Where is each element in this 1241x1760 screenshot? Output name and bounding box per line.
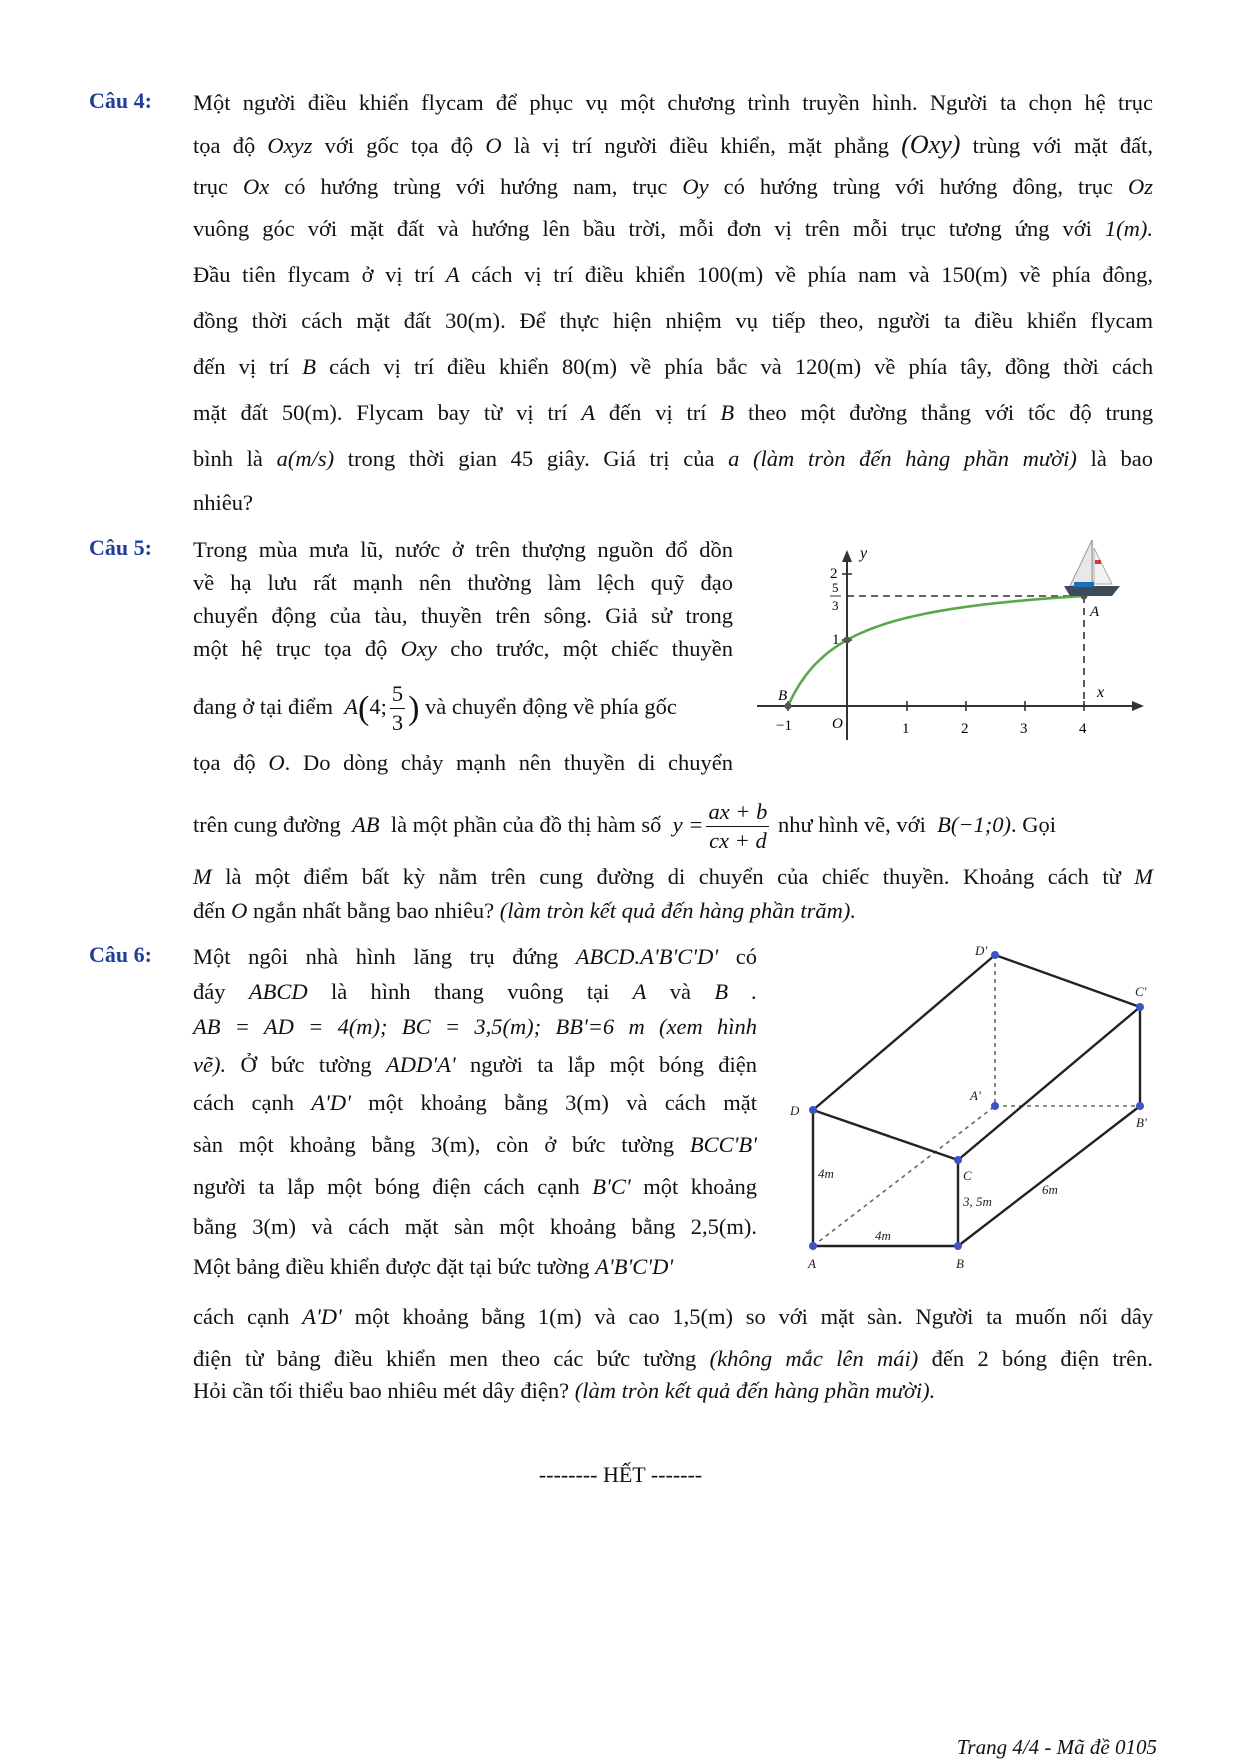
label-c: C xyxy=(963,1168,972,1183)
question-6-label: Câu 6: xyxy=(89,942,152,967)
sailboat-icon xyxy=(1064,540,1120,596)
q4-line-6: đồng thời cách mặt đất 30(m). Để thực hiện nhiệm vụ tiếp theo, người ta điều khiển flycam xyxy=(193,308,1153,333)
y-tick-frac-den: 3 xyxy=(832,598,839,613)
label-d-prime: D' xyxy=(975,943,988,958)
label-a-prime: A' xyxy=(970,1088,981,1103)
label-a: A xyxy=(808,1256,816,1271)
q4-line-2: tọa độ Oxyz với gốc tọa độ O là vị trí người điều khiển, mặt phẳng (Oxy) trùng với mặt đất, xyxy=(193,130,1154,159)
label-b-prime: B' xyxy=(1136,1115,1147,1130)
x-tick-1: 1 xyxy=(902,721,910,737)
q6-line-10: cách cạnh A'D' một khoảng bằng 1(m) và cao 1,5(m) so với mặt sàn. Người ta muốn nối dây xyxy=(193,1304,1154,1329)
origin-label: O xyxy=(832,716,843,732)
q6-line-5: cách cạnh A'D' một khoảng bằng 3(m) và cách mặt xyxy=(193,1090,758,1115)
page-footer: Trang 4/4 - Mã đề 0105 xyxy=(956,1735,1157,1759)
y-tick-frac-num: 5 xyxy=(832,580,839,595)
y-axis-arrow-icon xyxy=(842,550,852,562)
q4-line-9: bình là a(m/s) trong thời gian 45 giây. Giá trị của a (làm tròn đến hàng phần mười) là bao xyxy=(193,446,1153,471)
x-axis-arrow-icon xyxy=(1132,701,1144,711)
dim-bb-prime: 6m xyxy=(1042,1182,1058,1197)
q5-line-6: tọa độ O. Do dòng chảy mạnh nên thuyền di chuyển xyxy=(193,750,733,775)
x-tick-2: 2 xyxy=(961,721,969,737)
q4-line-7: đến vị trí B cách vị trí điều khiển 80(m) về phía bắc và 120(m) về phía tây, đồng thời cách xyxy=(193,354,1154,379)
question-5-label: Câu 5: xyxy=(89,535,152,560)
q5-line-9: đến O ngắn nhất bằng bao nhiêu? (làm tròn kết quả đến hàng phần trăm). xyxy=(193,898,857,923)
x-tick-neg1: −1 xyxy=(776,718,792,734)
label-c-prime: C' xyxy=(1135,984,1147,999)
question-4-label: Câu 4: xyxy=(89,88,152,113)
q5-line-5: đang ở tại điểm A(4; $\frac{5}{3}$ ) và chuyển động về phía gốc xyxy=(193,680,677,736)
q6-line-6: sàn một khoảng bằng 3(m), còn ở bức tường BCC'B' xyxy=(193,1132,757,1157)
q6-line-4: vẽ). Ở bức tường ADD'A' người ta lắp một bóng điện xyxy=(193,1052,758,1077)
point-y-intercept xyxy=(844,637,851,644)
q5-graph xyxy=(752,540,1152,750)
q6-line-3: AB = AD = 4(m); BC = 3,5(m); BB'=6 m (xem hình xyxy=(193,1014,757,1039)
q4-line-8: mặt đất 50(m). Flycam bay từ vị trí A đến vị trí B theo một đường thẳng với tốc độ trung xyxy=(193,400,1154,425)
x-tick-4: 4 xyxy=(1079,721,1087,737)
x-axis-label: x xyxy=(1097,684,1105,701)
q6-line-9: Một bảng điều khiển được đặt tại bức tường A'B'C'D' xyxy=(193,1254,674,1279)
y-tick-2: 2 xyxy=(830,566,838,582)
q5-line-8: M là một điểm bất kỳ nằm trên cung đường di chuyển của chiếc thuyền. Khoảng cách từ M xyxy=(193,864,1153,889)
q6-line-8: bằng 3(m) và cách mặt sàn một khoảng bằng 2,5(m). xyxy=(193,1214,758,1239)
q4-line-1: Một người điều khiển flycam để phục vụ một chương trình truyền hình. Người ta chọn hệ trục xyxy=(193,90,1153,115)
point-a-label: A xyxy=(1090,604,1100,620)
q5-line-1: Trong mùa mưa lũ, nước ở trên thượng nguồn đổ dồn xyxy=(193,537,733,562)
label-b: B xyxy=(956,1256,964,1271)
q6-line-2: đáy ABCD là hình thang vuông tại A và B . xyxy=(193,979,758,1004)
q6-line-1: Một ngôi nhà hình lăng trụ đứng ABCD.A'B'C'D' có xyxy=(193,944,758,969)
q4-line-5: Đầu tiên flycam ở vị trí A cách vị trí điều khiển 100(m) về phía nam và 150(m) về phía đông, xyxy=(193,262,1154,287)
q6-line-12: Hỏi cần tối thiểu bao nhiêu mét dây điện? (làm tròn kết quả đến hàng phần mười). xyxy=(193,1378,936,1403)
point-b-label: B xyxy=(778,688,788,704)
label-d: D xyxy=(790,1103,800,1118)
q6-line-11: điện từ bảng điều khiển men theo các bức tường (không mắc lên mái) đến 2 bóng điện trên. xyxy=(193,1346,1154,1371)
q5-line-4: một hệ trục tọa độ Oxy cho trước, một chiếc thuyền xyxy=(193,636,734,661)
dim-bc: 3, 5m xyxy=(963,1194,992,1209)
q5-line-2: về hạ lưu rất mạnh nên thường làm lệch quỹ đạo xyxy=(193,570,733,595)
q5-line-3: chuyển động của tàu, thuyền trên sông. Giả sử trong xyxy=(193,603,733,628)
dim-ab: 4m xyxy=(875,1228,891,1243)
q6-prism-figure xyxy=(780,940,1170,1280)
y-axis-label: y xyxy=(860,545,868,562)
x-tick-3: 3 xyxy=(1020,721,1028,737)
y-tick-1: 1 xyxy=(832,632,840,648)
q4-line-10: nhiêu? xyxy=(193,490,253,515)
end-marker: -------- HẾT ------- xyxy=(538,1462,703,1487)
q5-line-7: trên cung đường AB là một phần của đồ thị hàm số y = $\frac{ax + b}{cx + d}$ như hình vẽ, với B(−1;0). Gọi xyxy=(193,798,1056,854)
q4-line-4: vuông góc với mặt đất và hướng lên bầu trời, mỗi đơn vị trên mỗi trục tương ứng với 1(m). xyxy=(193,216,1153,241)
dim-ad: 4m xyxy=(818,1166,834,1181)
q6-line-7: người ta lắp một bóng điện cách cạnh B'C' một khoảng xyxy=(193,1174,758,1199)
q4-line-3: trục Ox có hướng trùng với hướng nam, trục Oy có hướng trùng với hướng đông, trục Oz xyxy=(193,174,1154,199)
